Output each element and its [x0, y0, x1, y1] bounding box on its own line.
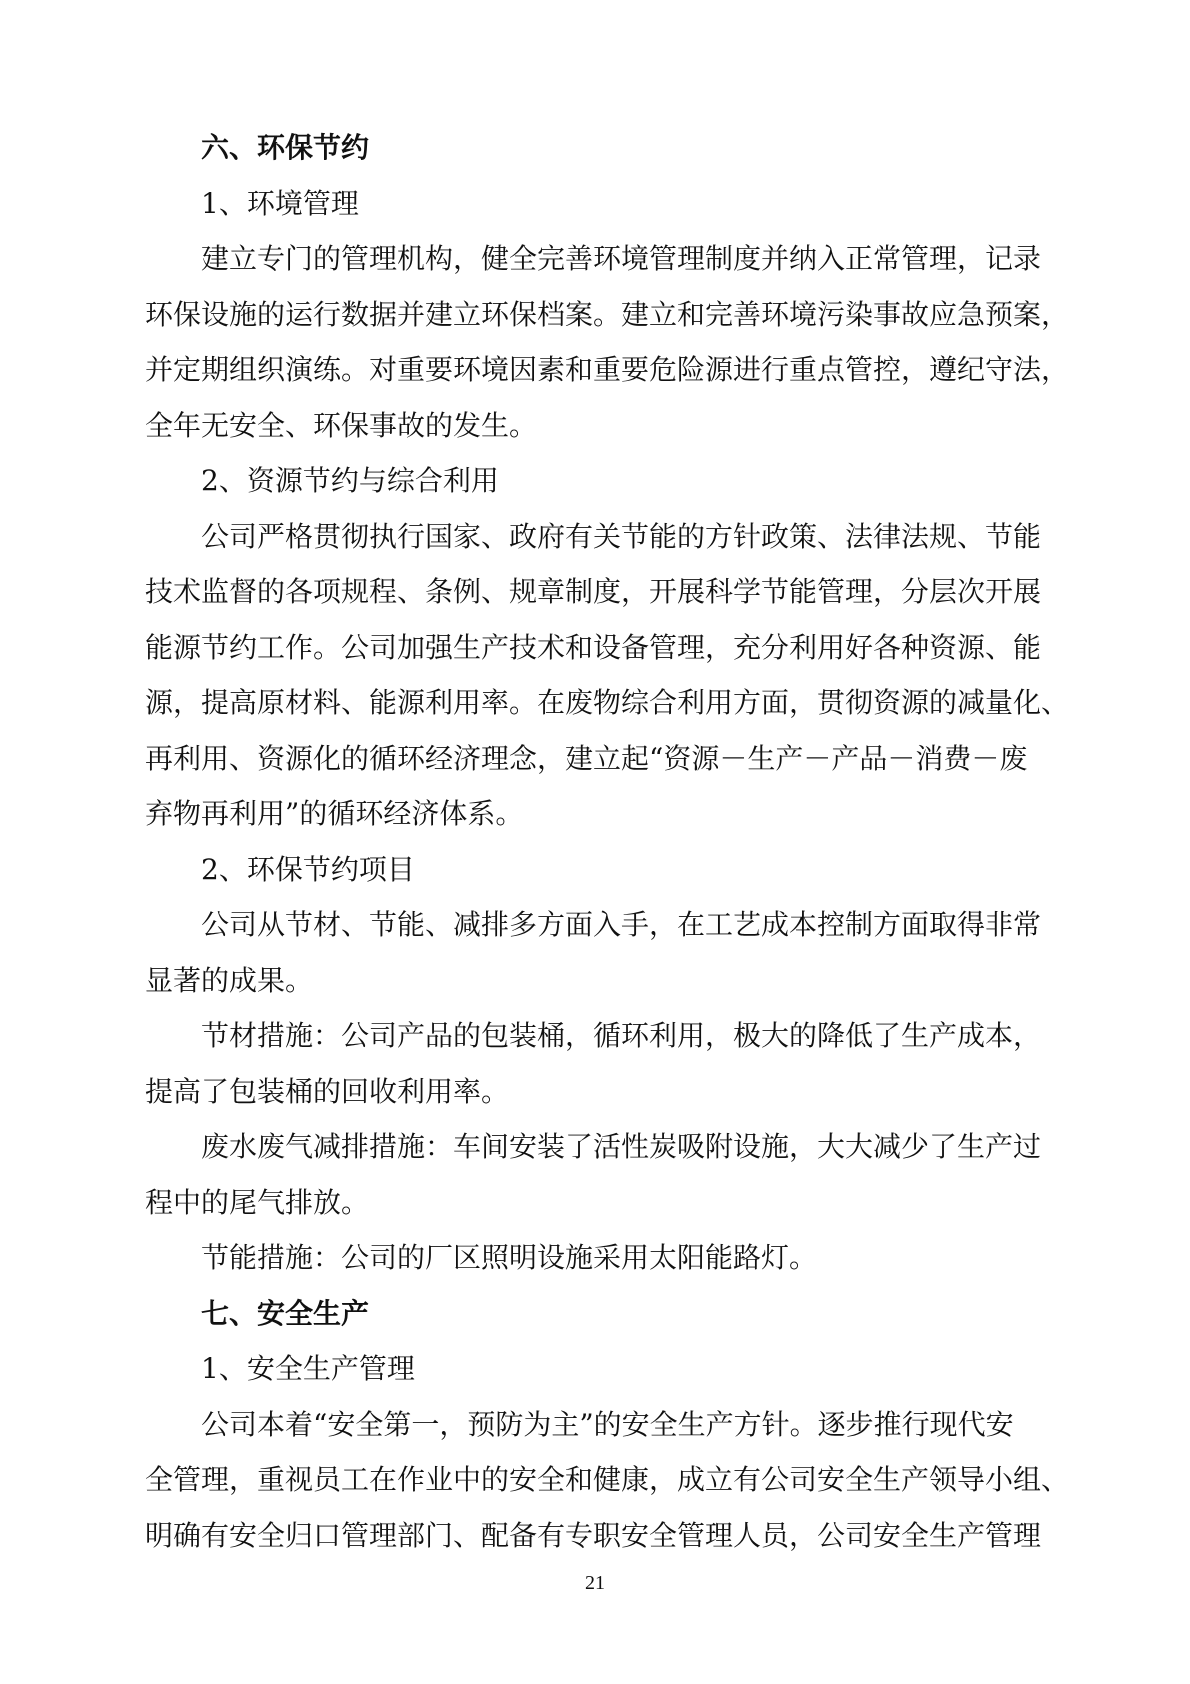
paragraph-line: 环保设施的运行数据并建立环保档案。建立和完善环境污染事故应急预案， — [145, 297, 1070, 331]
paragraph-line: 源，提高原材料、能源利用率。在废物综合利用方面，贯彻资源的减量化、 — [145, 686, 1070, 719]
paragraph-line: 节材措施：公司产品的包装桶，循环利用，极大的降低了生产成本， — [201, 1019, 1042, 1052]
paragraph-line: 能源节约工作。公司加强生产技术和设备管理，充分利用好各种资源、能 — [145, 630, 1042, 664]
paragraph-line: 节能措施：公司的厂区照明设施采用太阳能路灯。 — [201, 1241, 818, 1274]
paragraph-line: 全管理，重视员工在作业中的安全和健康，成立有公司安全生产领导小组、 — [145, 1463, 1070, 1496]
subsection-heading: 2、资源节约与综合利用 — [201, 464, 499, 497]
paragraph-line: 公司本着“安全第一，预防为主”的安全生产方针。逐步推行现代安 — [201, 1407, 1014, 1441]
paragraph-line: 提高了包装桶的回收利用率。 — [145, 1074, 510, 1108]
paragraph-line: 全年无安全、环保事故的发生。 — [145, 408, 538, 442]
page-number: 21 — [585, 1572, 605, 1594]
paragraph-line: 明确有安全归口管理部门、配备有专职安全管理人员，公司安全生产管理 — [145, 1518, 1042, 1552]
document-body — [145, 120, 1070, 1563]
section-heading: 七、安全生产 — [201, 1296, 370, 1330]
paragraph-line: 公司严格贯彻执行国家、政府有关节能的方针政策、法律法规、节能 — [201, 519, 1042, 553]
paragraph-line: 程中的尾气排放。 — [145, 1185, 370, 1219]
paragraph-line: 废水废气减排措施：车间安装了活性炭吸附设施，大大减少了生产过 — [201, 1130, 1042, 1163]
paragraph-line: 建立专门的管理机构，健全完善环境管理制度并纳入正常管理，记录 — [201, 242, 1042, 275]
section-heading: 六、环保节约 — [201, 131, 370, 164]
subsection-heading: 2、环保节约项目 — [201, 852, 415, 886]
paragraph-line: 公司从节材、节能、减排多方面入手，在工艺成本控制方面取得非常 — [201, 908, 1042, 941]
paragraph-line: 再利用、资源化的循环经济理念，建立起“资源－生产－产品－消费－废 — [145, 741, 1028, 775]
paragraph-line: 技术监督的各项规程、条例、规章制度，开展科学节能管理，分层次开展 — [145, 575, 1042, 608]
subsection-heading: 1、环境管理 — [201, 186, 359, 220]
subsection-heading: 1、安全生产管理 — [201, 1352, 415, 1385]
paragraph-line: 并定期组织演练。对重要环境因素和重要危险源进行重点管控，遵纪守法， — [145, 353, 1070, 386]
paragraph-line: 显著的成果。 — [145, 963, 314, 997]
paragraph-line: 弃物再利用”的循环经济体系。 — [145, 797, 524, 830]
